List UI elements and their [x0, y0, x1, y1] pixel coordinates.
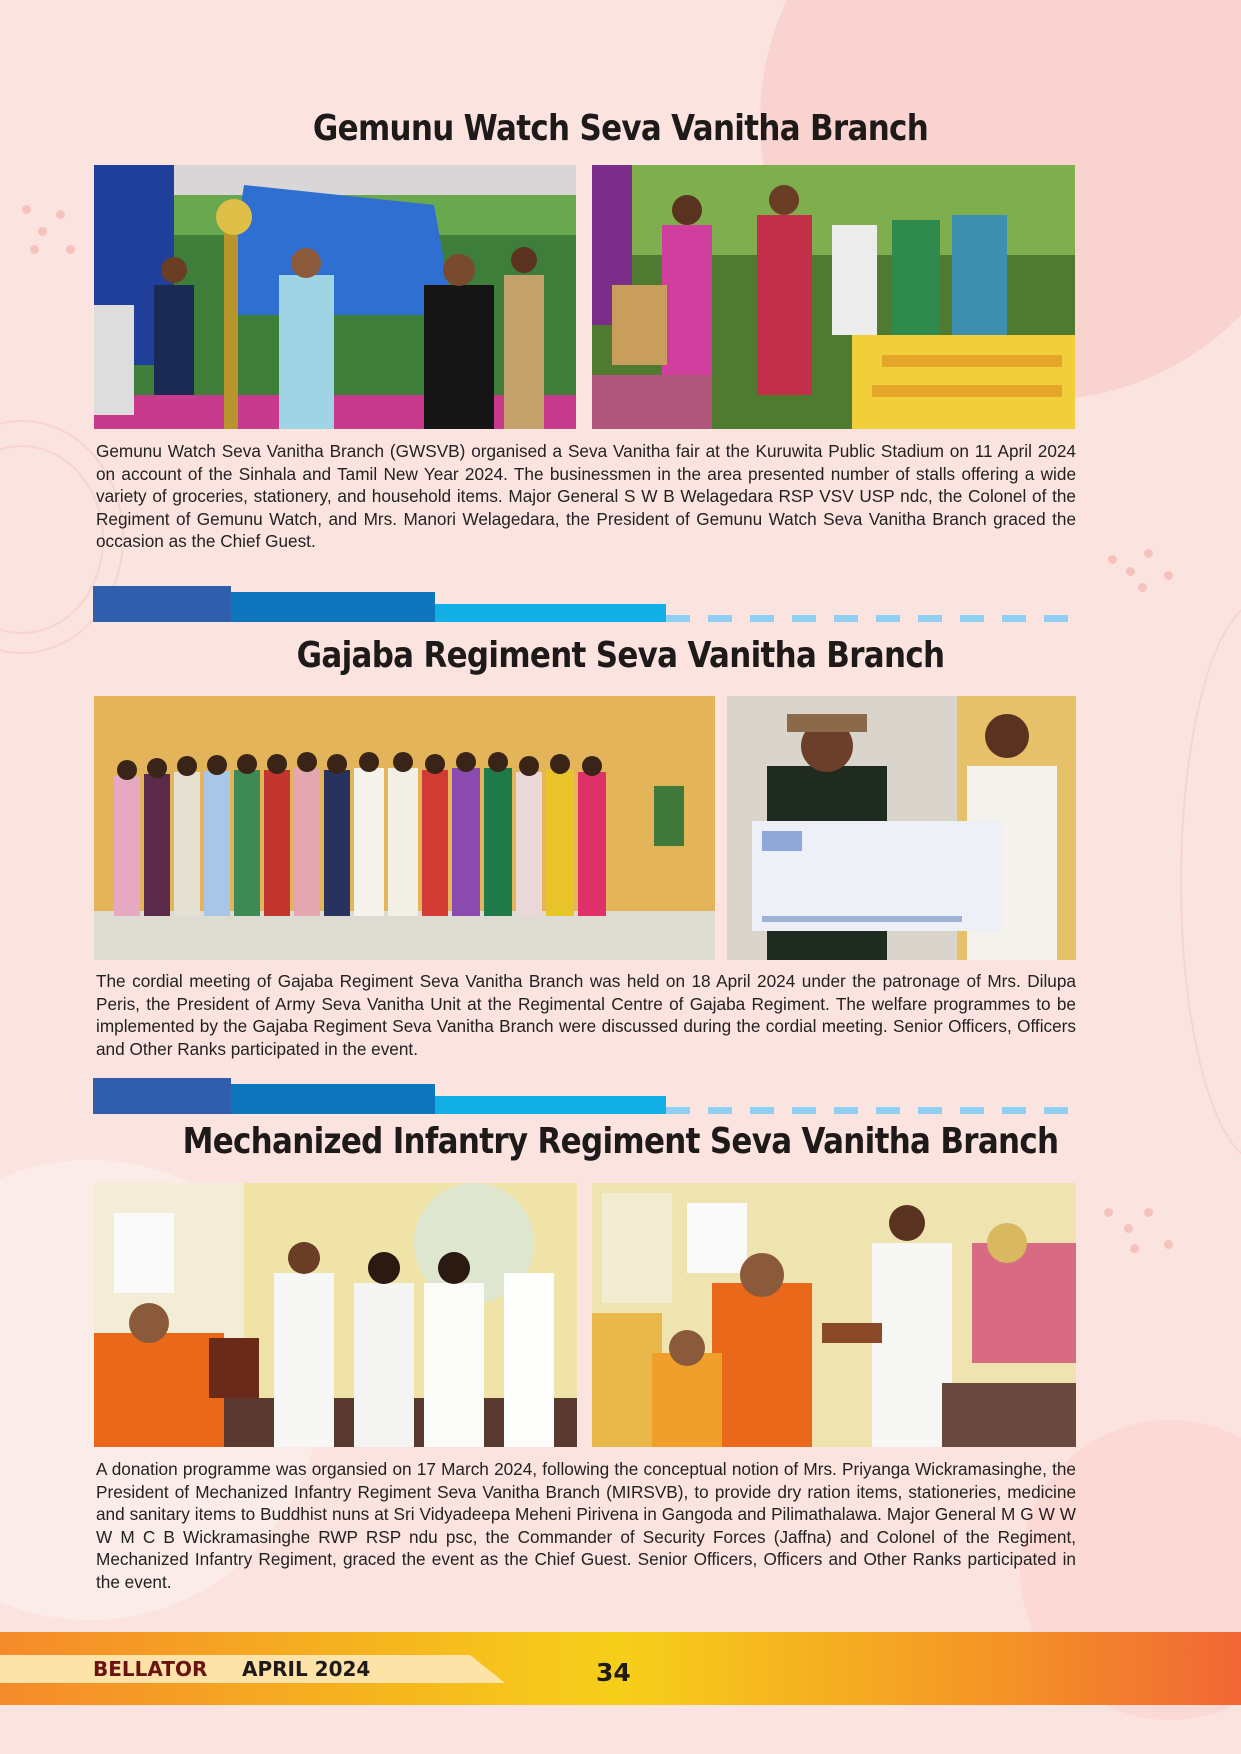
- photo-fair-stalls: [592, 165, 1075, 429]
- photo-nun-visit: [94, 1183, 577, 1447]
- section-title-mechanized-infantry: Mechanized Infantry Regiment Seva Vanitha Branch: [182, 1121, 1059, 1162]
- section-divider: [93, 586, 1076, 622]
- footer-magazine-name: BELLATOR: [93, 1657, 208, 1681]
- photo-group-meeting: [94, 696, 715, 960]
- photo-lamp-lighting: [94, 165, 576, 429]
- section-divider: [93, 1078, 1076, 1114]
- photo-donation-handover: [592, 1183, 1076, 1447]
- section-title-gajaba-regiment: Gajaba Regiment Seva Vanitha Branch: [296, 635, 945, 676]
- page-number: 34: [596, 1658, 631, 1687]
- footer-issue-date: APRIL 2024: [242, 1657, 371, 1681]
- photo-cheque-presentation: [727, 696, 1076, 960]
- section-title-gemunu-watch: Gemunu Watch Seva Vanitha Branch: [312, 108, 929, 149]
- section-caption-mechanized-infantry: A donation programme was organsied on 17 March 2024, following the conceptual notion of Mrs. Priyanga Wickramasinghe, the President of Mechanized Infantry Regiment Seva Vanitha Branch (MIRSVB), to provide dry ration items, stationeries, medicine and sanitary items to Buddhist nuns at Sri Vidyadeepa Meheni Pirivena in Gangoda and Pilimathalawa. Major General M G W W W M C B Wickramasinghe RWP RSP ndu psc, the Commander of Security Forces (Jaffna) and Colonel of the Regiment, Mechanized Infantry Regiment, graced the event as the Chief Guest. Senior Officers, Officers and Other Ranks participated in the event.: [96, 1459, 1076, 1592]
- background-swirl: [1180, 600, 1241, 1164]
- section-caption-gajaba-regiment: The cordial meeting of Gajaba Regiment Seva Vanitha Branch was held on 18 April 2024 under the patronage of Mrs. Dilupa Peris, the President of Army Seva Vanitha Unit at the Regimental Centre of Gajaba Regiment. The welfare programmes to be implemented by the Gajaba Regiment Seva Vanitha Branch were discussed during the cordial meeting. Senior Officers, Officers and Other Ranks participated in the event.: [96, 971, 1076, 1059]
- section-caption-gemunu-watch: Gemunu Watch Seva Vanitha Branch (GWSVB) organised a Seva Vanitha fair at the Kuruwita Public Stadium on 11 April 2024 on account of the Sinhala and Tamil New Year 2024. The businessmen in the area presented number of stalls offering a wide variety of groceries, stationery, and household items. Major General S W B Welagedara RSP VSV USP ndc, the Colonel of the Regiment of Gemunu Watch, and Mrs. Manori Welagedara, the President of Gemunu Watch Seva Vanitha Branch graced the occasion as the Chief Guest.: [96, 441, 1076, 552]
